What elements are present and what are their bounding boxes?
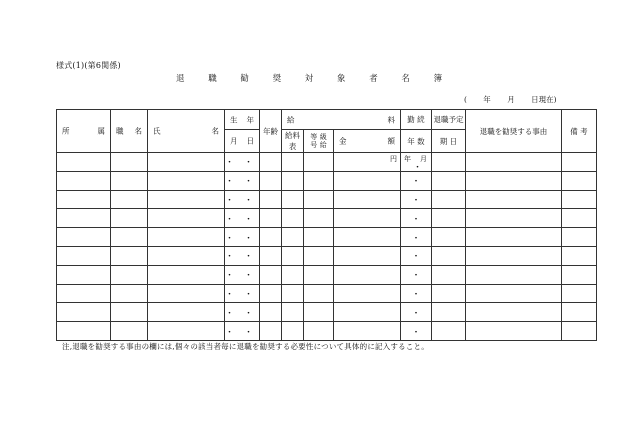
- cell-reason[interactable]: [466, 284, 562, 303]
- cell-retire-date[interactable]: [432, 228, 466, 247]
- header-reason: 退職を勧奨する事由: [466, 110, 562, 153]
- cell-remarks[interactable]: [562, 265, 597, 284]
- cell-position[interactable]: [111, 265, 148, 284]
- header-service-line1: 勤 続: [401, 110, 432, 130]
- cell-affiliation[interactable]: [57, 303, 111, 322]
- header-age: 年齢: [260, 110, 282, 153]
- cell-grade[interactable]: [304, 228, 334, 247]
- cell-service-years[interactable]: ・: [401, 209, 432, 228]
- header-retire-line1: 退職予定: [432, 110, 466, 130]
- unit-year: 年: [404, 155, 411, 163]
- cell-name[interactable]: [148, 153, 225, 172]
- cell-name[interactable]: [148, 190, 225, 209]
- cell-salary-table[interactable]: [282, 246, 304, 265]
- header-row-1: [57, 110, 597, 130]
- table-row: [57, 265, 597, 284]
- cell-name[interactable]: [148, 265, 225, 284]
- cell-name[interactable]: [148, 303, 225, 322]
- cell-retire-date[interactable]: [432, 284, 466, 303]
- cell-affiliation[interactable]: [57, 322, 111, 341]
- cell-grade[interactable]: [304, 171, 334, 190]
- footnote: 注,退職を勧奨する事由の欄には,個々の該当者毎に退職を勧奨する必要性について具体的に記入すること。: [62, 342, 429, 351]
- table-row: [57, 171, 597, 190]
- cell-amount[interactable]: [334, 322, 401, 341]
- cell-position[interactable]: [111, 322, 148, 341]
- cell-name[interactable]: [148, 171, 225, 190]
- cell-service-years[interactable]: ・: [401, 265, 432, 284]
- cell-retire-date[interactable]: [432, 171, 466, 190]
- header-birth-year: 生 年: [225, 110, 260, 130]
- cell-affiliation[interactable]: [57, 228, 111, 247]
- cell-amount[interactable]: [334, 171, 401, 190]
- cell-remarks[interactable]: [562, 228, 597, 247]
- cell-salary-table[interactable]: [282, 228, 304, 247]
- unit-month: 月: [420, 155, 427, 163]
- cell-name[interactable]: [148, 246, 225, 265]
- cell-affiliation[interactable]: [57, 265, 111, 284]
- table-row: [57, 246, 597, 265]
- cell-service-years[interactable]: ・: [401, 322, 432, 341]
- table-row: [57, 228, 597, 247]
- cell-amount[interactable]: [334, 153, 401, 172]
- table-row: [57, 209, 597, 228]
- cell-amount[interactable]: [334, 303, 401, 322]
- cell-position[interactable]: [111, 303, 148, 322]
- cell-reason[interactable]: [466, 190, 562, 209]
- cell-service-years[interactable]: ・: [401, 171, 432, 190]
- table-row: [57, 153, 597, 172]
- cell-reason[interactable]: [466, 153, 562, 172]
- cell-reason[interactable]: [466, 303, 562, 322]
- cell-reason[interactable]: [466, 322, 562, 341]
- cell-position[interactable]: [111, 171, 148, 190]
- cell-birth-date[interactable]: ・・: [225, 228, 260, 247]
- cell-position[interactable]: [111, 246, 148, 265]
- cell-remarks[interactable]: [562, 322, 597, 341]
- cell-reason[interactable]: [466, 228, 562, 247]
- cell-amount[interactable]: [334, 284, 401, 303]
- cell-remarks[interactable]: [562, 246, 597, 265]
- header-position: 職 名: [111, 110, 148, 153]
- cell-remarks[interactable]: [562, 153, 597, 172]
- header-amount: 金 額: [334, 130, 401, 153]
- cell-affiliation[interactable]: [57, 209, 111, 228]
- cell-remarks[interactable]: [562, 190, 597, 209]
- as-of-date: ( 年 月 日現在): [464, 95, 557, 104]
- cell-affiliation[interactable]: [57, 190, 111, 209]
- cell-amount[interactable]: [334, 190, 401, 209]
- cell-birth-date[interactable]: ・・: [225, 171, 260, 190]
- cell-position[interactable]: [111, 153, 148, 172]
- cell-affiliation[interactable]: [57, 153, 111, 172]
- service-dot: ・: [413, 163, 423, 173]
- cell-amount[interactable]: [334, 228, 401, 247]
- cell-salary-table[interactable]: [282, 209, 304, 228]
- header-retire-line2: 期 日: [432, 130, 466, 153]
- cell-remarks[interactable]: [562, 284, 597, 303]
- cell-amount[interactable]: [334, 246, 401, 265]
- cell-salary-table[interactable]: [282, 265, 304, 284]
- document-title: 退 職 勧 奨 対 象 者 名 簿: [176, 74, 443, 84]
- cell-remarks[interactable]: [562, 303, 597, 322]
- cell-affiliation[interactable]: [57, 284, 111, 303]
- cell-amount[interactable]: [334, 209, 401, 228]
- cell-grade[interactable]: [304, 284, 334, 303]
- cell-birth-date[interactable]: ・・: [225, 153, 260, 172]
- cell-birth-date[interactable]: ・・: [225, 190, 260, 209]
- cell-retire-date[interactable]: [432, 153, 466, 172]
- cell-remarks[interactable]: [562, 209, 597, 228]
- cell-grade[interactable]: [304, 190, 334, 209]
- cell-affiliation[interactable]: [57, 246, 111, 265]
- cell-salary-table[interactable]: [282, 303, 304, 322]
- table-row: [57, 284, 597, 303]
- cell-position[interactable]: [111, 284, 148, 303]
- cell-salary-table[interactable]: [282, 284, 304, 303]
- cell-retire-date[interactable]: [432, 265, 466, 284]
- cell-position[interactable]: [111, 190, 148, 209]
- cell-birth-date[interactable]: ・・: [225, 322, 260, 341]
- cell-salary-table[interactable]: [282, 190, 304, 209]
- cell-birth-date[interactable]: ・・: [225, 265, 260, 284]
- cell-position[interactable]: [111, 228, 148, 247]
- cell-salary-table[interactable]: [282, 171, 304, 190]
- cell-birth-date[interactable]: ・・: [225, 209, 260, 228]
- cell-salary-table[interactable]: [282, 322, 304, 341]
- cell-retire-date[interactable]: [432, 303, 466, 322]
- cell-remarks[interactable]: [562, 171, 597, 190]
- unit-yen: 円: [390, 155, 397, 163]
- cell-reason[interactable]: [466, 171, 562, 190]
- cell-retire-date[interactable]: [432, 322, 466, 341]
- header-grade: 等 号 級 給: [304, 130, 334, 153]
- cell-reason[interactable]: [466, 265, 562, 284]
- cell-amount[interactable]: [334, 265, 401, 284]
- form-number: 様式(1)(第6関係): [56, 61, 121, 70]
- cell-reason[interactable]: [466, 209, 562, 228]
- cell-name[interactable]: [148, 209, 225, 228]
- cell-name[interactable]: [148, 322, 225, 341]
- header-salary: 給 料: [282, 110, 401, 130]
- cell-grade[interactable]: [304, 265, 334, 284]
- cell-retire-date[interactable]: [432, 246, 466, 265]
- header-affiliation: 所 属: [57, 110, 111, 153]
- cell-grade[interactable]: [304, 303, 334, 322]
- cell-affiliation[interactable]: [57, 171, 111, 190]
- candidate-table: [56, 109, 597, 341]
- cell-name[interactable]: [148, 228, 225, 247]
- header-service-line2: 年 数: [401, 130, 432, 153]
- cell-retire-date[interactable]: [432, 209, 466, 228]
- cell-service-years[interactable]: ・: [401, 190, 432, 209]
- cell-service-years[interactable]: ・: [401, 246, 432, 265]
- cell-service-years[interactable]: ・: [401, 303, 432, 322]
- cell-grade[interactable]: [304, 246, 334, 265]
- cell-grade[interactable]: [304, 153, 334, 172]
- cell-service-years[interactable]: [401, 153, 432, 172]
- cell-birth-date[interactable]: ・・: [225, 246, 260, 265]
- table-row: [57, 190, 597, 209]
- cell-birth-date[interactable]: ・・: [225, 303, 260, 322]
- header-remarks: 備 考: [562, 110, 597, 153]
- header-name: 氏 名: [148, 110, 225, 153]
- table-row: [57, 322, 597, 341]
- cell-birth-date[interactable]: ・・: [225, 284, 260, 303]
- cell-grade[interactable]: [304, 322, 334, 341]
- cell-reason[interactable]: [466, 246, 562, 265]
- cell-name[interactable]: [148, 284, 225, 303]
- table-row: [57, 303, 597, 322]
- header-birth-month: 月 日: [225, 130, 260, 153]
- cell-service-years[interactable]: ・: [401, 228, 432, 247]
- cell-salary-table[interactable]: [282, 153, 304, 172]
- header-salary-table: 給料表: [282, 130, 304, 153]
- cell-retire-date[interactable]: [432, 190, 466, 209]
- cell-position[interactable]: [111, 209, 148, 228]
- cell-grade[interactable]: [304, 209, 334, 228]
- cell-service-years[interactable]: ・: [401, 284, 432, 303]
